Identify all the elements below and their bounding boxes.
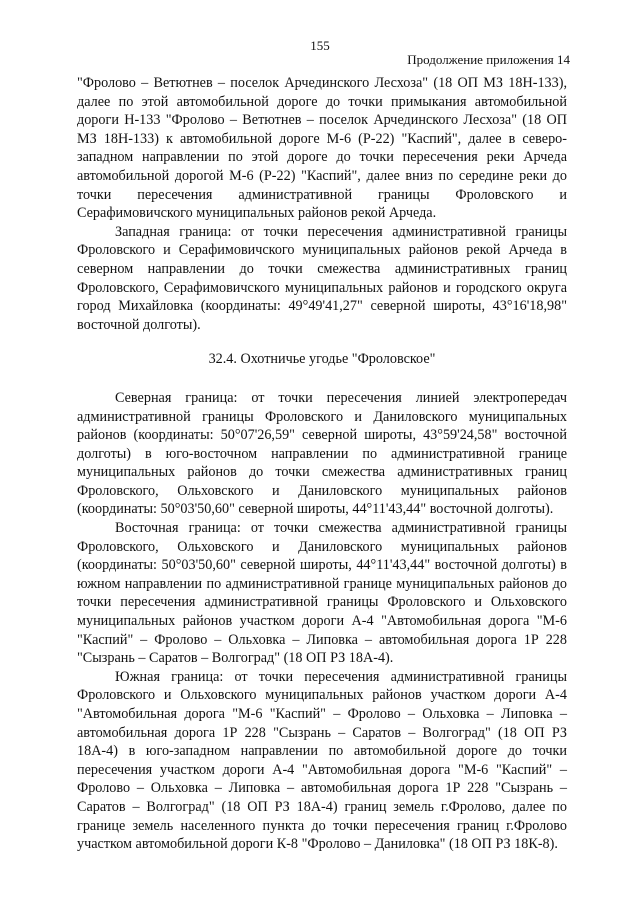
body-text: [77, 74, 567, 854]
running-head: Продолжение приложения 14: [407, 52, 570, 67]
paragraph-northern-border: Северная граница: от точки пересечения линией электропередач административной границы Фроловского и Даниловского муниципальных районов (координаты: 50°07'26,59" северной широты, 43°59'24,58" восточной долготы) в юго-восточном направлении по административной границе муниципальных районов до точки смежества административных границ Фроловского, Ольховского и Даниловского муниципальных районов (координаты: 50°03'50,60" северной широты, 44°11'43,44" восточной долготы).: [77, 389, 567, 518]
section-title: 32.4. Охотничье угодье "Фроловское": [208, 351, 436, 368]
paragraph-continuation: "Фролово – Ветютнев – поселок Арчединского Лесхоза" (18 ОП МЗ 18Н-133), далее по этой автомобильной дороге до точки примыкания автомобильной дороги Н-133 "Фролово – Ветютнев – поселок Арчединского Лесхоза" (18 ОП МЗ 18Н-133) к автомобильной дороге М-6 (Р-22) "Каспий", далее в северо-западном направлении по этой дороге до точки пересечения реки Арчеда автомобильной дорогой М-6 (Р-22) "Каспий", далее вниз по середине реки до точки пересечения административной границы Фроловского и Серафимовичского муниципальных районов рекой Арчеда.: [77, 75, 567, 222]
paragraph-eastern-border: Восточная граница: от точки смежества административной границы Фроловского, Ольховского и Даниловского муниципальных районов (координаты: 50°03'50,60" северной широты, 44°11'43,44" восточной долготы) в южном направлении по административной границе муниципальных районов до точки пересечения административной границы Фроловского и Ольховского муниципальных районов участком дороги А-4 "Автомобильная дорога "М-6 "Каспий" – Фролово – Ольховка – Липовка – автомобильная дорога 1Р 228 "Сызрань – Саратов – Волгоград" (18 ОП РЗ 18А-4).: [77, 520, 567, 667]
paragraph-western-border: Западная граница: от точки пересечения административной границы Фроловского и Серафимовичского муниципальных районов рекой Арчеда в северном направлении до точки смежества административных границ Фроловского, Серафимовичского муниципальных районов и городского округа город Михайловка (координаты: 49°49'41,27" северной широты, 43°16'18,98" восточной долготы).: [77, 223, 567, 333]
paragraph-southern-border: Южная граница: от точки пересечения административной границы Фроловского и Ольховского муниципальных районов участком дороги А-4 "Автомобильная дорога "М-6 "Каспий" – Фролово – Ольховка – Липовка – автомобильная дорога 1Р 228 "Сызрань – Саратов – Волгоград" (18 ОП РЗ 18А-4) в юго-западном направлении по автомобильной дороге до точки пересечения участком дороги А-4 "Автомобильная дорога "М-6 "Каспий" – Фролово – Ольховка – Липовка – автомобильная дорога 1Р 228 "Сызрань – Саратов – Волгоград" (18 ОП РЗ 18А-4) границ земель г.Фролово, далее по границе земель населенного пункта до точки пересечения границ г.Фролово участком автомобильной дороги К-8 "Фролово – Даниловка" (18 ОП РЗ 18К-8).: [77, 668, 567, 853]
page-number: 155: [310, 38, 330, 53]
